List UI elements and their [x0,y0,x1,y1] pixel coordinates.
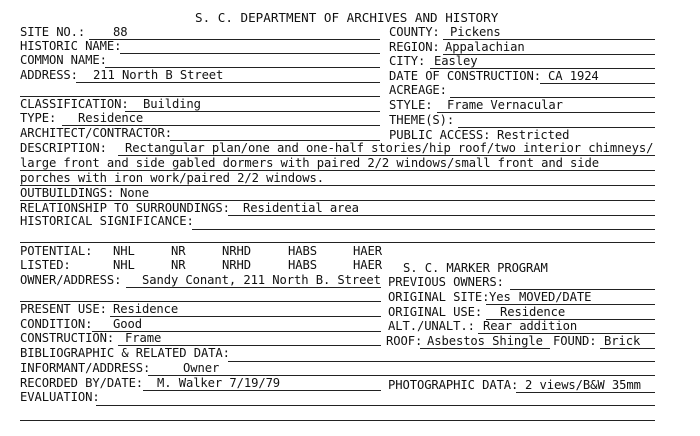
evaluation-label: EVALUATION: [20,390,100,404]
relationship-value: Residential area [243,201,359,215]
historical-label: HISTORICAL SIGNIFICANCE: [20,214,194,228]
address-label: ADDRESS: [20,68,78,82]
original-use-label: ORIGINAL USE: [388,305,483,319]
relationship-line [228,215,655,216]
found-label: FOUND: [553,334,597,348]
condition-value: Good [113,317,142,331]
owner-line [126,287,381,288]
outbuildings-label: OUTBUILDINGS: [20,186,115,200]
type-value: Residence [78,111,144,125]
listed-habs: HABS [288,258,317,272]
classification-line [125,111,380,112]
description-rule-3 [20,185,655,186]
date-label: DATE OF CONSTRUCTION: [389,69,541,83]
listed-nr: NR [171,258,186,272]
style-line [437,112,655,113]
owner-value: Sandy Conant, 211 North B. Street [142,273,381,287]
historic-name-line [120,53,380,54]
potential-nr: NR [171,244,186,258]
city-label: CITY: [389,54,426,68]
common-name-label: COMMON NAME: [20,53,107,67]
region-label: REGION: [389,40,440,54]
original-use-value: Residence [500,305,566,319]
outbuildings-value: None [120,186,149,200]
classification-label: CLASSIFICATION: [20,97,129,111]
classification-value: Building [143,97,201,111]
evaluation-rule-2 [20,420,655,421]
address-line [76,82,380,83]
informant-label: INFORMANT/ADDRESS: [20,361,151,375]
condition-label: CONDITION: [20,317,93,331]
construction-label: CONSTRUCTION: [20,331,115,345]
present-use-value: Residence [113,302,179,316]
found-line [600,348,655,349]
section-rule [20,96,380,97]
original-site-value: Yes [489,290,511,304]
historical-rule-2 [20,242,655,243]
alt-label: ALT./UNALT.: [388,319,475,333]
acreage-label: ACREAGE: [389,83,447,97]
region-value: Appalachian [445,40,525,54]
city-value: Easley [434,54,478,68]
recorded-line [143,390,381,391]
present-use-label: PRESENT USE: [20,302,107,316]
roof-value: Asbestos Shingle [427,334,543,348]
type-label: TYPE: [20,111,57,125]
style-value: Frame Vernacular [447,98,563,112]
site-no-label: SITE NO.: [20,25,86,39]
moved-date-label: MOVED/DATE [519,290,592,304]
potential-habs: HABS [288,244,317,258]
alt-value: Rear addition [483,319,578,333]
date-value: CA 1924 [548,69,599,83]
description-line-2: large front and side gabled dormers with paired 2/2 windows/small front and side [20,156,600,170]
county-label: COUNTY: [389,25,440,39]
found-value: Brick [604,334,641,348]
photographic-value: 2 views/B&W 35mm [525,378,641,392]
photographic-label: PHOTOGRAPHIC DATA: [388,378,519,392]
evaluation-line [96,405,655,406]
architect-label: ARCHITECT/CONTRACTOR: [20,126,172,140]
site-no-line [89,39,380,40]
owner-label: OWNER/ADDRESS: [20,273,122,287]
marker-program-label: S. C. MARKER PROGRAM [403,261,548,275]
potential-haer: HAER [353,244,382,258]
county-value: Pickens [450,25,501,39]
listed-label: LISTED: [20,258,71,272]
roof-label: ROOF: [386,334,423,348]
address-value: 211 North B Street [93,68,224,82]
recorded-label: RECORDED BY/DATE: [20,376,144,390]
themes-label: THEME(S): [389,113,455,127]
date-line [540,83,655,84]
photographic-line [516,392,655,393]
listed-nhl: NHL [113,258,135,272]
style-label: STYLE: [389,98,433,112]
potential-nrhd: NRHD [222,244,251,258]
historical-line [192,229,655,230]
present-use-line [110,316,381,317]
bibliographic-label: BIBLIOGRAPHIC & RELATED DATA: [20,346,230,360]
informant-value: Owner [183,361,220,375]
roof-line [420,348,550,349]
recorded-value: M. Walker 7/19/79 [157,376,281,390]
original-site-label: ORIGINAL SITE: [388,290,490,304]
public-access-label: PUBLIC ACCESS: [389,128,491,142]
construction-value: Frame [125,331,162,345]
description-line-3: porches with iron work/paired 2/2 windows. [20,171,324,185]
listed-haer: HAER [353,258,382,272]
description-label: DESCRIPTION: [20,141,107,155]
public-access-value: Restricted [497,128,570,142]
historic-name-label: HISTORIC NAME: [20,39,122,53]
listed-nrhd: NRHD [222,258,251,272]
potential-label: POTENTIAL: [20,244,93,258]
bibliographic-line [228,361,655,362]
potential-nhl: NHL [113,244,135,258]
relationship-label: RELATIONSHIP TO SURROUNDINGS: [20,201,230,215]
description-line-1: Rectangular plan/one and one-half stories/hip roof/two interior chimneys/ [125,141,654,155]
previous-owners-label: PREVIOUS OWNERS: [388,275,504,289]
form-title: S. C. DEPARTMENT OF ARCHIVES AND HISTORY [195,10,499,25]
site-no-value: 88 [113,25,128,39]
